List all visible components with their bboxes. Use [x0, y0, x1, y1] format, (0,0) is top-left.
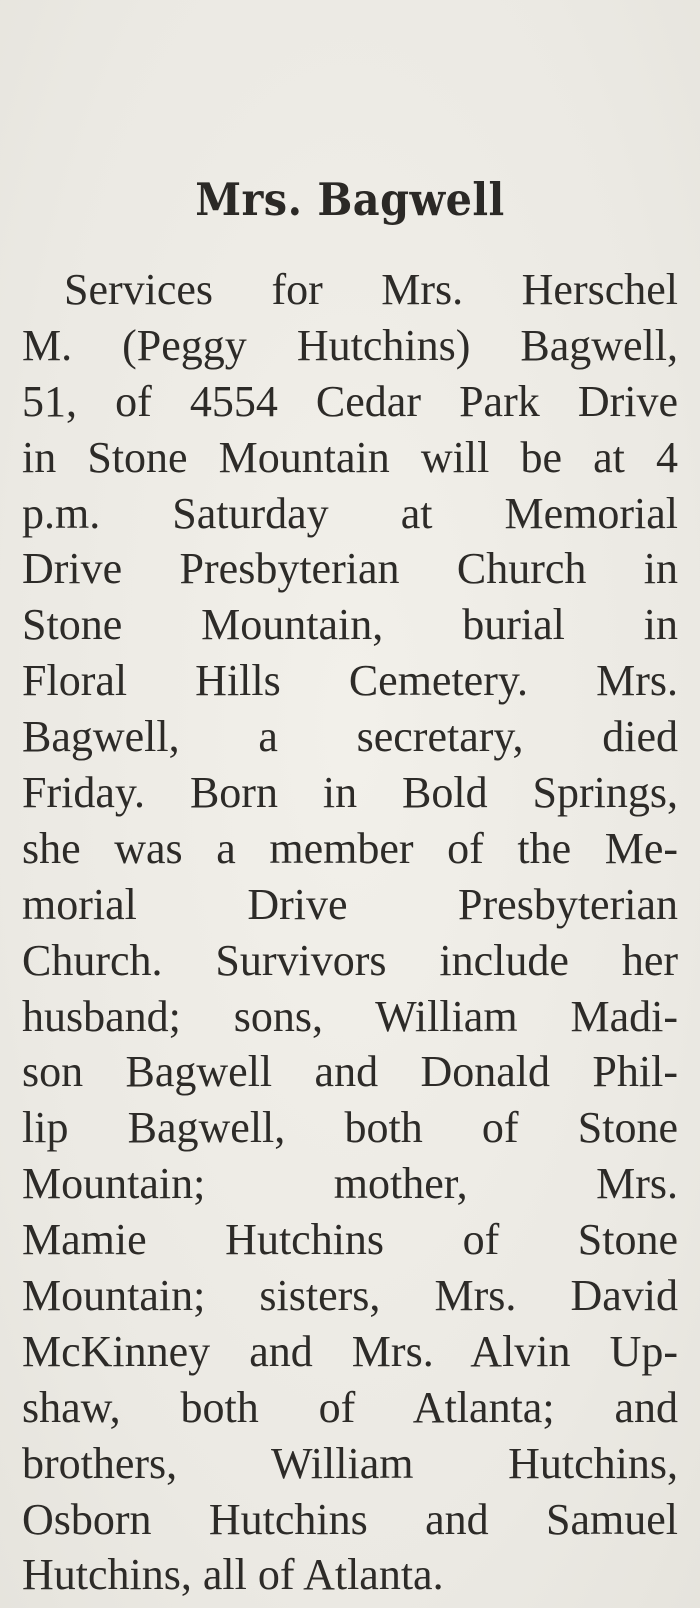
body-line: McKinney and Mrs. Alvin Up- — [22, 1326, 678, 1376]
body-line: Hutchins, all of Atlanta. — [22, 1550, 444, 1600]
body-line: M. (Peggy Hutchins) Bagwell, — [22, 320, 678, 370]
body-line: 51, of 4554 Cedar Park Drive — [22, 376, 678, 426]
obituary-body — [22, 262, 678, 1603]
body-line: shaw, both of Atlanta; and — [22, 1382, 678, 1432]
body-line: Bagwell, a secretary, died — [22, 712, 678, 762]
body-line: Friday. Born in Bold Springs, — [22, 768, 678, 818]
body-line: in Stone Mountain will be at 4 — [22, 432, 678, 482]
body-line: son Bagwell and Donald Phil- — [22, 1047, 678, 1097]
obituary-headline: Mrs. Bagwell — [195, 173, 505, 226]
body-line: Drive Presbyterian Church in — [22, 544, 678, 594]
body-line: Church. Survivors include her — [22, 935, 678, 985]
body-line: Mountain; mother, Mrs. — [22, 1159, 678, 1209]
body-line: Osborn Hutchins and Samuel — [22, 1494, 678, 1544]
body-line: brothers, William Hutchins, — [22, 1438, 678, 1488]
body-line: Mamie Hutchins of Stone — [22, 1215, 678, 1265]
body-line: p.m. Saturday at Memorial — [22, 488, 678, 538]
body-line: lip Bagwell, both of Stone — [22, 1103, 678, 1153]
body-line: Mountain; sisters, Mrs. David — [22, 1271, 678, 1321]
body-line: morial Drive Presbyterian — [22, 879, 678, 929]
body-line: she was a member of the Me- — [22, 823, 678, 873]
body-line: husband; sons, William Madi- — [22, 991, 678, 1041]
body-line: Stone Mountain, burial in — [22, 600, 678, 650]
body-line: Services for Mrs. Herschel — [64, 265, 678, 314]
body-line: Floral Hills Cemetery. Mrs. — [22, 656, 678, 706]
